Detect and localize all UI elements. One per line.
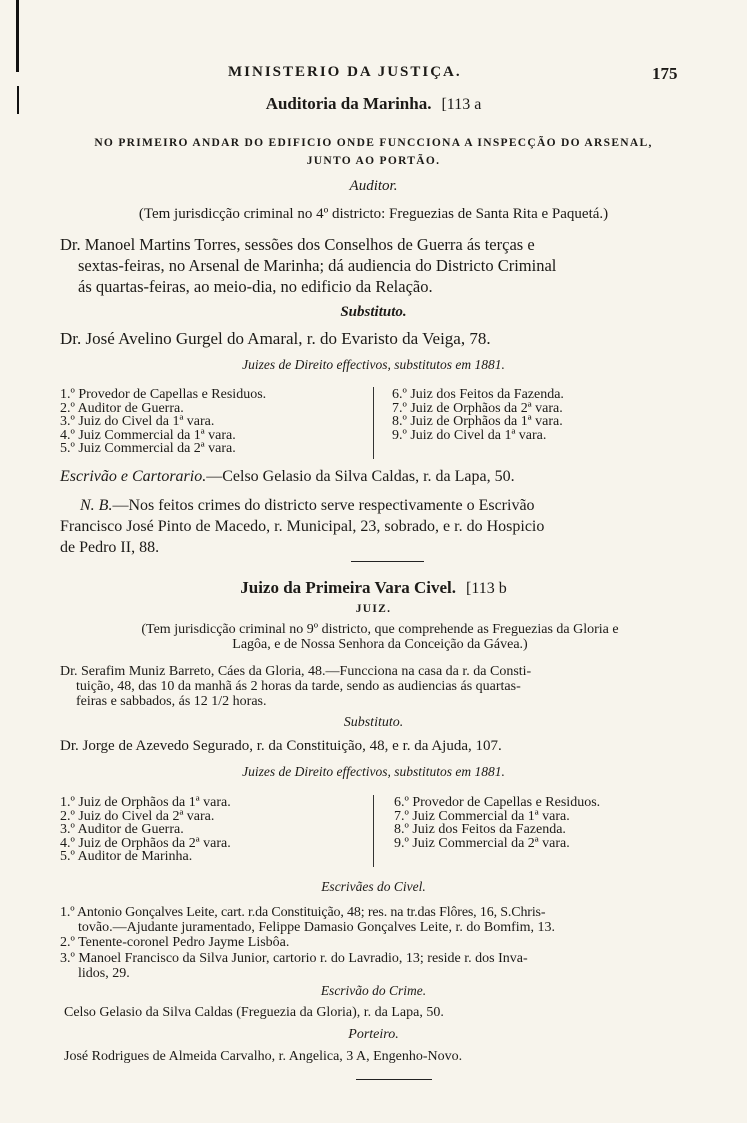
running-title: MINISTERIO DA JUSTIÇA. [228, 64, 462, 80]
list-item: 9.º Juiz do Civel da 1ª vara. [392, 427, 547, 443]
nb-text: —Nos feitos crimes do districto serve respectivamente o Escrivão [112, 497, 535, 514]
escrivao-text: —Celso Gelasio da Silva Caldas, r. da Lapa, 50. [206, 468, 515, 485]
jurisdiction-line: Lagôa, e de Nossa Senhora da Conceição da Gávea.) [232, 637, 528, 652]
escrivao-line: tovão.—Ajudante juramentado, Felippe Damasio Gonçalves Leite, r. do Bomfim, 13. [78, 920, 556, 936]
crime-heading: Escrivão do Crime. [320, 983, 427, 998]
list-item: 4.º Juiz Commercial da 1ª vara. [60, 427, 236, 443]
juiz-line: tuição, 48, das 10 da manhã ás 2 horas da tarde, sendo as audiencias ás quartas- [76, 679, 521, 694]
nb-line: Francisco José Pinto de Macedo, r. Municipal, 23, sobrado, e r. do Hospicio [60, 518, 545, 535]
auditor-heading: Auditor. [349, 178, 398, 194]
jurisdiction-line: (Tem jurisdicção criminal no 9º districto, que comprehende as Freguezias da Gloria e [141, 622, 619, 637]
list-item: 8.º Juiz dos Feitos da Fazenda. [394, 822, 566, 838]
list-item: 6.º Juiz dos Feitos da Fazenda. [392, 387, 564, 402]
juizo-jurisdiction [60, 622, 700, 652]
juizo-substituto-text: Dr. Jorge de Azevedo Segurado, r. da Constituição, 48, e r. da Ajuda, 107. [60, 738, 502, 754]
section-divider [356, 1079, 432, 1080]
escrivaes-list [60, 905, 705, 981]
auditoria-escrivao [60, 468, 515, 486]
section-title-auditoria [40, 94, 707, 114]
list-item: 1.º Provedor de Capellas e Residuos. [60, 387, 267, 402]
escrivao-line: 2.º Tenente-coronel Pedro Jayme Lisbôa. [60, 935, 290, 951]
binding-edge-mark-lower [17, 86, 19, 114]
list-item: 4.º Juiz de Orphãos da 2ª vara. [60, 835, 231, 851]
auditor-line: ás quartas-feiras, ao meio-dia, no edificio da Relação. [78, 277, 433, 296]
porteiro-heading: Porteiro. [348, 1027, 399, 1042]
auditoria-juizes-right [392, 388, 564, 442]
nb-label: N. B. [80, 497, 113, 514]
list-item: 3.º Auditor de Guerra. [60, 822, 184, 838]
juiz-line: feiras e sabbados, ás 12 1/2 horas. [76, 694, 267, 709]
auditoria-location-1: NO PRIMEIRO ANDAR DO EDIFICIO ONDE FUNCCIONA A INSPECÇÃO DO ARSENAL, [94, 137, 653, 149]
juizo-juizes-left [60, 796, 231, 864]
auditoria-substituto-text: Dr. José Avelino Gurgel do Amaral, r. do Evaristo da Veiga, 78. [60, 329, 491, 348]
juizo-juizes-heading: Juizes de Direito effectivos, substitutos em 1881. [242, 764, 505, 779]
list-item: 2.º Juiz do Civel da 2ª vara. [60, 808, 215, 824]
porteiro-text: José Rodrigues de Almeida Carvalho, r. Angelica, 3 A, Engenho-Novo. [64, 1049, 463, 1064]
nb-line [60, 495, 700, 516]
list-item: 7.º Juiz Commercial da 1ª vara. [394, 808, 570, 824]
page-number: 175 [652, 64, 678, 83]
binding-edge-mark [16, 0, 19, 72]
juiz-paragraph [60, 664, 700, 709]
list-item: 1.º Juiz de Orphãos da 1ª vara. [60, 795, 231, 810]
column-divider [373, 795, 374, 867]
list-item: 8.º Juiz de Orphãos da 1ª vara. [392, 414, 563, 430]
list-item: 5.º Auditor de Marinha. [60, 849, 193, 865]
list-item: 9.º Juiz Commercial da 2ª vara. [394, 835, 570, 851]
section-divider [351, 561, 424, 562]
auditoria-title: Auditoria da Marinha. [265, 94, 432, 113]
escrivao-line: 3.º Manoel Francisco da Silva Junior, cartorio r. do Lavradio, 13; reside r. dos Inva- [60, 950, 528, 966]
auditoria-juizes-left [60, 388, 266, 456]
list-item: 7.º Juiz de Orphãos da 2ª vara. [392, 400, 563, 416]
juizo-ref: [113 b [466, 580, 507, 597]
auditoria-location-2: JUNTO AO PORTÃO. [306, 155, 441, 167]
escrivao-label: Escrivão e Cartorario. [60, 468, 207, 485]
section-title-juizo [40, 578, 707, 598]
list-item: 5.º Juiz Commercial da 2ª vara. [60, 441, 236, 457]
list-item: 6.º Provedor de Capellas e Residuos. [394, 795, 601, 810]
auditor-line: sextas-feiras, no Arsenal de Marinha; dá audiencia do Districto Criminal [78, 256, 557, 275]
escrivao-line: lidos, 29. [78, 965, 130, 981]
list-item: 2.º Auditor de Guerra. [60, 400, 184, 416]
juizo-juizes-right [394, 796, 600, 850]
juizo-substituto-heading: Substituto. [343, 715, 404, 730]
escrivaes-heading: Escrivães do Civel. [321, 879, 426, 894]
juiz-heading: JUIZ. [355, 603, 392, 615]
escrivao-line: 1.º Antonio Gonçalves Leite, cart. r.da Constituição, 48; res. na tr.das Flôres, 16, S.Chris- [60, 905, 546, 920]
auditor-line: Dr. Manoel Martins Torres, sessões dos Conselhos de Guerra ás terças e [60, 235, 535, 254]
auditoria-substituto-heading: Substituto. [340, 304, 407, 320]
crime-text: Celso Gelasio da Silva Caldas (Freguezia da Gloria), r. da Lapa, 50. [64, 1005, 444, 1020]
juizo-title: Juizo da Primeira Vara Civel. [240, 578, 457, 597]
juiz-line: Dr. Serafim Muniz Barreto, Cáes da Gloria, 48.—Funcciona na casa da r. da Consti- [60, 664, 532, 679]
auditoria-juizes-heading: Juizes de Direito effectivos, substitutos em 1881. [242, 357, 505, 372]
auditor-paragraph [60, 234, 690, 297]
column-divider [373, 387, 374, 459]
auditoria-jurisdiction: (Tem jurisdicção criminal no 4º districto: Freguezias de Santa Rita e Paquetá.) [138, 206, 609, 222]
auditoria-ref: [113 a [441, 96, 482, 113]
nb-line: de Pedro II, 88. [60, 539, 160, 556]
list-item: 3.º Juiz do Civel da 1ª vara. [60, 414, 215, 430]
nb-paragraph [60, 495, 700, 558]
